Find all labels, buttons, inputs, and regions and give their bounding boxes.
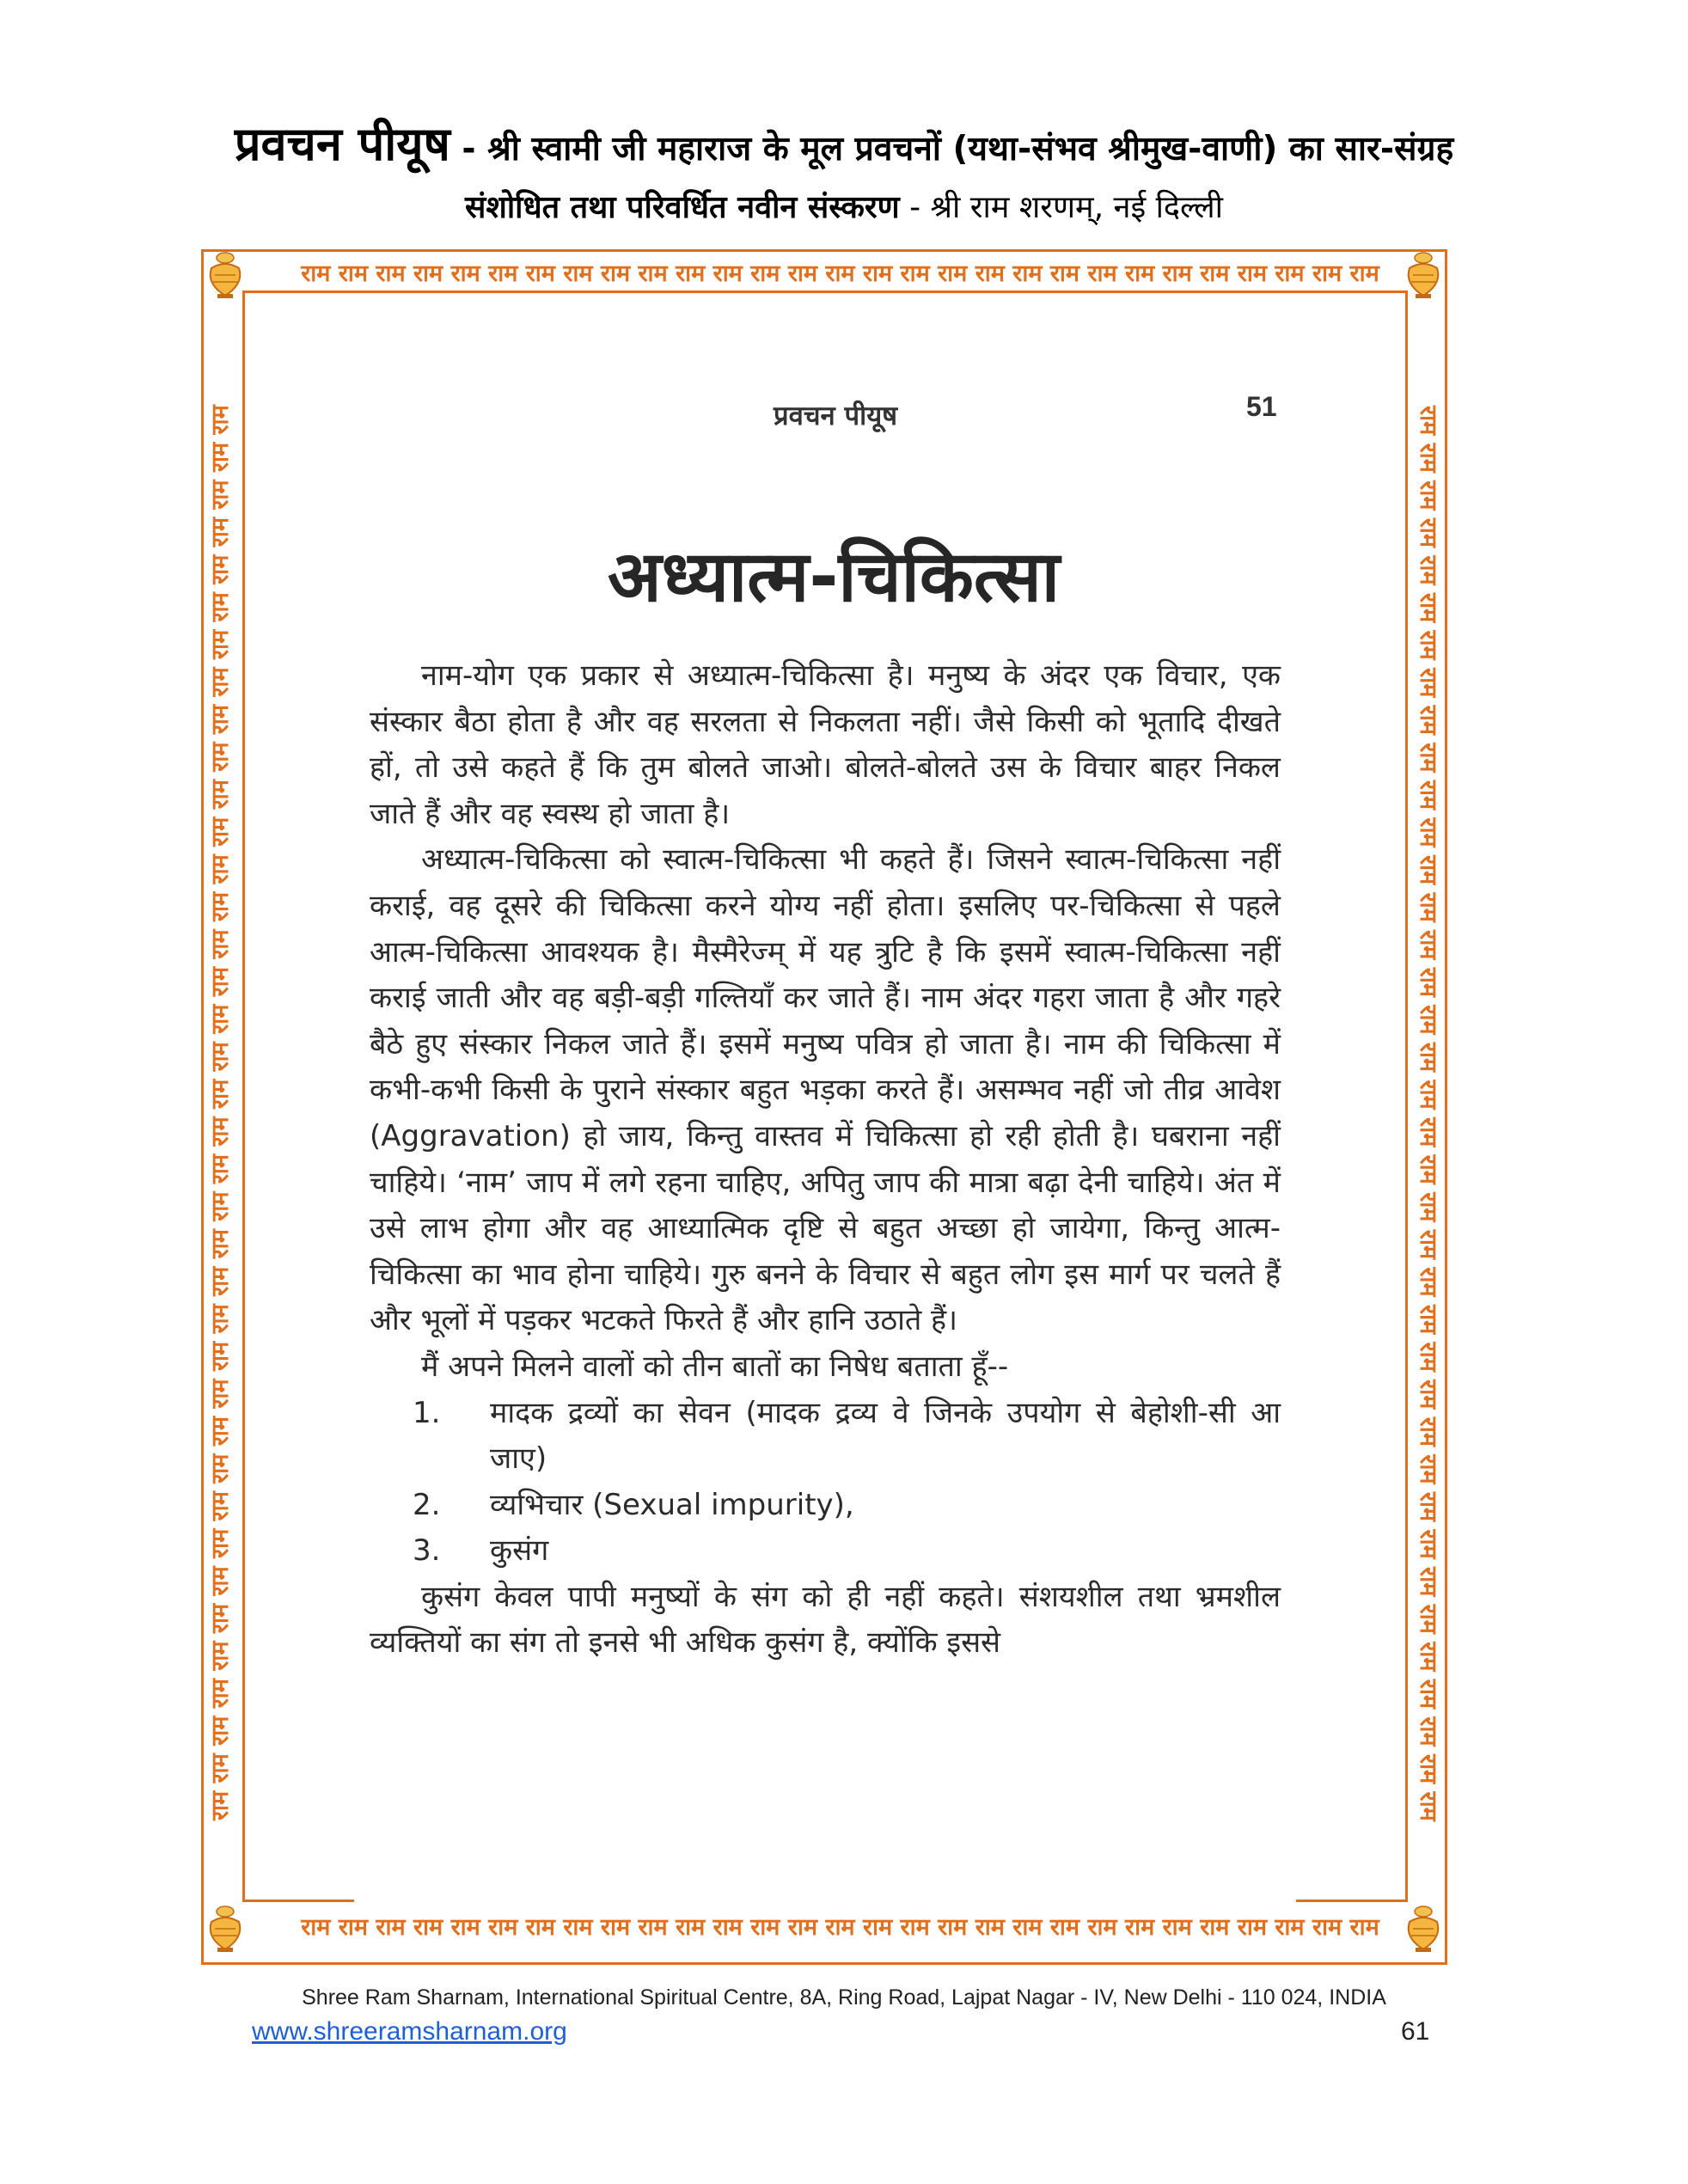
paragraph: मैं अपने मिलने वालों को तीन बातों का निषेध बताता हूँ--	[421, 1349, 1009, 1384]
frame-inner-left-line	[242, 291, 245, 1902]
frame-inner-top-line	[242, 291, 1408, 293]
kalash-icon	[1403, 1905, 1444, 1953]
footer-page-number: 61	[1401, 2017, 1430, 2046]
border-bottom-ram-text: राम राम राम राम राम राम राम राम राम राम राम राम राम राम राम राम राम राम राम राम राम राम राम राम राम राम राम राम राम	[301, 1914, 1379, 1941]
header-subtitle	[0, 185, 1688, 227]
book-page-scan	[309, 344, 1358, 1934]
website-link[interactable]: www.shreeramsharnam.org	[252, 2017, 567, 2046]
list-item	[370, 1528, 1281, 1575]
frame-inner-right-line	[1405, 291, 1408, 1902]
list-item-text: कुसंग	[490, 1533, 549, 1569]
kalash-icon	[1403, 251, 1444, 299]
chapter-title: अध्यात्म-चिकित्सा	[607, 536, 1061, 618]
running-head: प्रवचन पीयूष	[774, 401, 898, 431]
footer-address: Shree Ram Sharnam, International Spiritual Centre, 8A, Ring Road, Lajpat Nagar - IV, New Delhi - 110 024, INDIA	[302, 1985, 1386, 2010]
list-item-number: 1.	[413, 1395, 441, 1430]
kalash-icon	[205, 1905, 246, 1953]
list-item-text: व्यभिचार (Sexual impurity),	[490, 1487, 854, 1522]
border-left-ram-text: राम राम राम राम राम राम राम राम राम राम राम राम राम राम राम राम राम राम राम राम राम राम राम राम राम राम राम राम राम राम राम राम राम राम राम राम राम राम	[207, 405, 234, 1821]
list-item-text: मादक द्रव्यों का सेवन (मादक द्रव्य वे जिनके उपयोग से बेहोशी-सी आ जाए)	[490, 1395, 1281, 1477]
header-title-main: प्रवचन पीयूष	[234, 117, 450, 171]
chapter-body	[370, 653, 1281, 1667]
closing-paragraph: कुसंग केवल पापी मनुष्यों के संग को ही नहीं कहते। संशयशील तथा भ्रमशील व्यक्तियों का संग तो इनसे भी अधिक कुसंग है, क्योंकि इससे	[370, 1579, 1281, 1661]
header-subtitle-rest: - श्री राम शरणम्, नई दिल्ली	[899, 190, 1223, 225]
header-title-rest: - श्री स्वामी जी महाराज के मूल प्रवचनों (यथा-संभव श्रीमुख-वाणी) का सार-संग्रह	[450, 130, 1454, 168]
border-right-ram-text: राम राम राम राम राम राम राम राम राम राम राम राम राम राम राम राम राम राम राम राम राम राम राम राम राम राम राम राम राम राम राम राम राम राम राम राम राम राम	[1415, 405, 1441, 1821]
paragraph: नाम-योग एक प्रकार से अध्यात्म-चिकित्सा है। मनुष्य के अंदर एक विचार, एक संस्कार बैठा होता है और वह सरलता से निकलता नहीं। जैसे किसी को भूतादि दीखते हों, तो उसे कहते हैं कि तुम बोलते जाओ। बोलते-बोलते उस के विचार बाहर निकल जाते हैं और वह स्वस्थ हो जाता है।	[370, 658, 1281, 831]
list-item-number: 3.	[413, 1533, 441, 1569]
book-page-number: 51	[1246, 391, 1277, 422]
header-title	[0, 110, 1688, 174]
list-item-number: 2.	[413, 1487, 441, 1522]
prohibition-list	[370, 1391, 1281, 1575]
list-item	[370, 1483, 1281, 1529]
kalash-icon	[205, 251, 246, 299]
header-subtitle-bold: संशोधित तथा परिवर्धित नवीन संस्करण	[465, 190, 900, 225]
paragraph: अध्यात्म-चिकित्सा को स्वात्म-चिकित्सा भी कहते हैं। जिसने स्वात्म-चिकित्सा नहीं कराई, वह दूसरे की चिकित्सा करने योग्य नहीं होता। इसलिए पर-चिकित्सा से पहले आत्म-चिकित्सा आवश्यक है। मैस्मैरेज्म् में यह त्रुटि है कि इसमें स्वात्म-चिकित्सा नहीं कराई जाती और वह बड़ी-बड़ी गल्तियाँ कर जाते हैं। नाम अंदर गहरा जाता है और गहरे बैठे हुए संस्कार निकल जाते हैं। इसमें मनुष्य पवित्र हो जाता है। नाम की चिकित्सा में कभी-कभी किसी के पुराने संस्कार बहुत भड़का करते हैं। असम्भव नहीं जो तीव्र आवेश (Aggravation) हो जाय, किन्तु वास्तव में चिकित्सा हो रही होती है। घबराना नहीं चाहिये। ‘नाम’ जाप में लगे रहना चाहिए, अपितु जाप की मात्रा बढ़ा देनी चाहिये। अंत में उसे लाभ होगा और वह आध्यात्मिक दृष्टि से बहुत अच्छा हो जायेगा, किन्तु आत्म-चिकित्सा का भाव होना चाहिये। गुरु बनने के विचार से बहुत लोग इस मार्ग पर चलते हैं और भूलों में पड़कर भटकते फिरते हैं और हानि उठाते हैं।	[370, 842, 1281, 1338]
list-item	[370, 1391, 1281, 1483]
border-top-ram-text: राम राम राम राम राम राम राम राम राम राम राम राम राम राम राम राम राम राम राम राम राम राम राम राम राम राम राम राम राम	[301, 260, 1379, 287]
